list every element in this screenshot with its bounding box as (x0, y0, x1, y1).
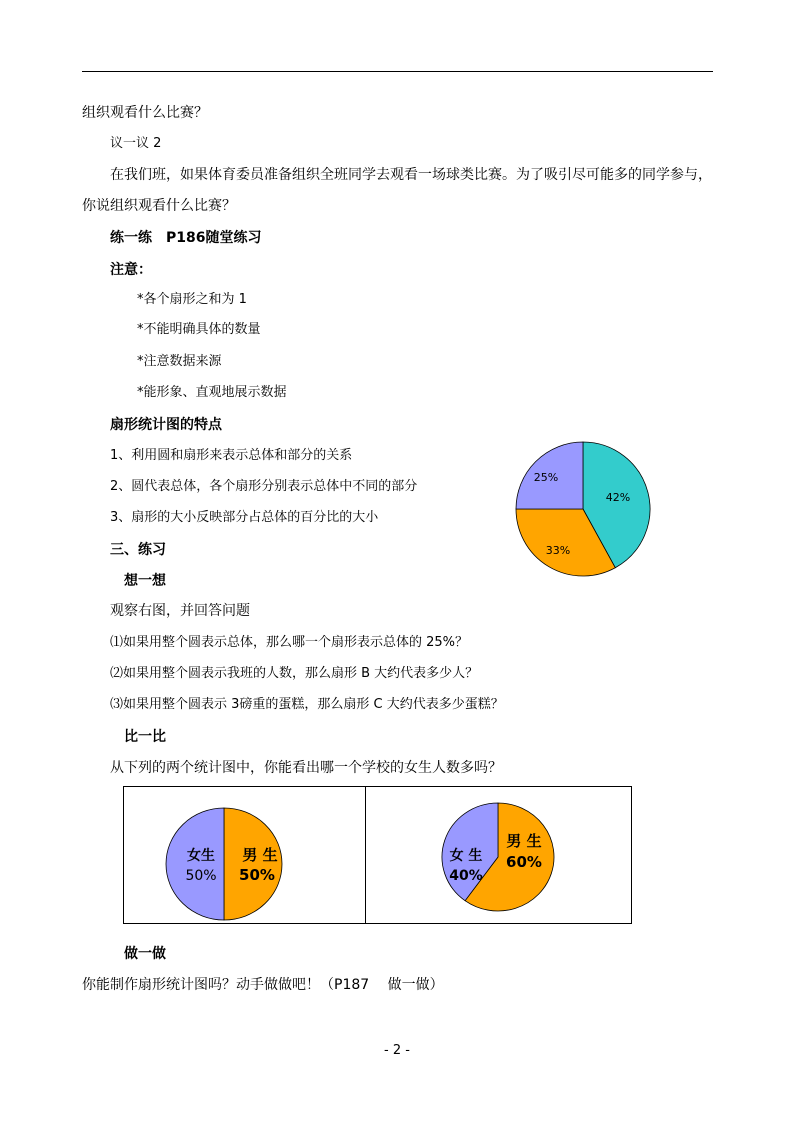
pie-slice (166, 808, 224, 920)
slice-value: 50% (185, 868, 217, 884)
pie-chart-2 (164, 806, 284, 922)
slice-value: 50% (239, 866, 275, 884)
slice-label: 女生 (187, 848, 215, 864)
note-item: *各个扇形之和为 1 (137, 292, 247, 307)
note-item: *不能明确具体的数量 (137, 322, 261, 337)
section-heading: 想一想 (124, 573, 166, 589)
text-line: 组织观看什么比赛？ (82, 105, 208, 121)
note-item: *注意数据来源 (137, 354, 222, 369)
slice-label: 42% (605, 491, 631, 504)
slice-value: 40% (449, 868, 483, 884)
text-line: 观察右图，并回答问题 (110, 603, 250, 619)
slice-label: 33% (545, 544, 571, 557)
section-heading: 比一比 (124, 729, 166, 745)
text-line: 你能制作扇形统计图吗？动手做做吧！（P187 做一做） (82, 977, 444, 993)
section-heading: 三、练习 (110, 542, 166, 558)
pie-chart-3 (440, 801, 556, 913)
section-heading: 扇形统计图的特点 (110, 417, 222, 433)
slice-value: 60% (506, 853, 542, 871)
section-heading: 练一练 P186随堂练习 (110, 230, 262, 246)
question-item: ⑶如果用整个圆表示 3磅重的蛋糕，那么扇形 C 大约代表多少蛋糕？ (110, 697, 504, 712)
page-number: - 2 - (384, 1043, 410, 1058)
slice-label: 女 生 (449, 848, 483, 864)
pie-chart-1 (514, 440, 652, 578)
note-item: *能形象、直观地展示数据 (137, 385, 287, 400)
feature-item: 1、利用圆和扇形来表示总体和部分的关系 (110, 448, 353, 463)
divider (365, 787, 366, 923)
header-rule (82, 71, 713, 72)
text-line: 你说组织观看什么比赛？ (82, 198, 236, 214)
text-line: 议一议 2 (110, 136, 162, 151)
feature-item: 2、圆代表总体，各个扇形分别表示总体中不同的部分 (110, 479, 418, 494)
slice-label: 男 生 (242, 846, 278, 864)
pie-slice (224, 808, 282, 920)
section-heading: 注意： (110, 262, 152, 278)
slice-label: 25% (533, 471, 559, 484)
question-item: ⑴如果用整个圆表示总体，那么哪一个扇形表示总体的 25%？ (110, 635, 469, 650)
text-line: 在我们班，如果体育委员准备组织全班同学去观看一场球类比赛。为了吸引尽可能多的同学参与， (110, 167, 712, 183)
slice-label: 男 生 (506, 832, 542, 850)
question-item: ⑵如果用整个圆表示我班的人数，那么扇形 B 大约代表多少人？ (110, 666, 479, 681)
feature-item: 3、扇形的大小反映部分占总体的百分比的大小 (110, 510, 379, 525)
section-heading: 做一做 (124, 946, 166, 962)
text-line: 从下列的两个统计图中，你能看出哪一个学校的女生人数多吗？ (110, 760, 502, 776)
